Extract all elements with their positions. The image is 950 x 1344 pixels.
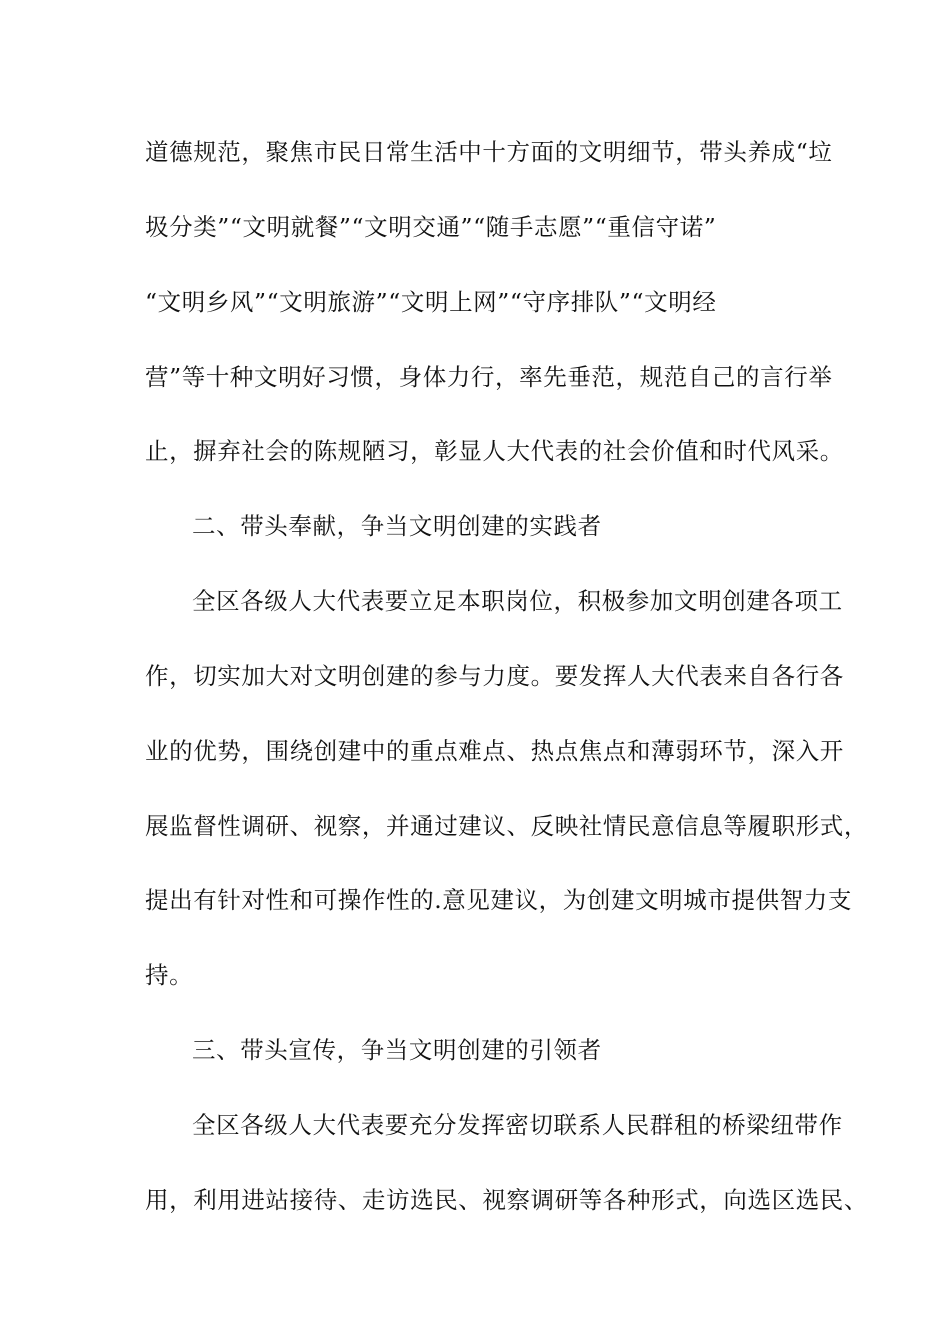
paragraph-line: 作，切实加大对文明创建的参与力度。要发挥人大代表来自各行各: [145, 662, 844, 690]
paragraph-line: 营”等十种文明好习惯，身体力行，率先垂范，规范自己的言行举: [145, 363, 833, 391]
paragraph-line: “文明乡风”“文明旅游”“文明上网”“守序排队”“文明经: [145, 288, 717, 316]
paragraph-line: 止，摒弃社会的陈规陋习，彰显人大代表的社会价值和时代风采。: [145, 437, 844, 465]
paragraph-line: 持。: [145, 961, 194, 989]
paragraph-line: 业的优势，围绕创建中的重点难点、热点焦点和薄弱环节，深入开: [145, 737, 844, 765]
paragraph-line: 用，利用进站接待、走访选民、视察调研等各种形式，向选区选民、: [145, 1186, 868, 1214]
paragraph-line: 全区各级人大代表要充分发挥密切联系人民群租的桥梁纽带作: [192, 1111, 843, 1139]
paragraph-line: 全区各级人大代表要立足本职岗位，积极参加文明创建各项工: [192, 587, 843, 615]
section-heading: 二、带头奉献，争当文明创建的实践者: [192, 512, 602, 540]
paragraph-line: 提出有针对性和可操作性的.意见建议，为创建文明城市提供智力支: [145, 886, 852, 914]
paragraph-line: 展监督性调研、视察，并通过建议、反映社情民意信息等履职形式，: [145, 812, 868, 840]
section-heading: 三、带头宣传，争当文明创建的引领者: [192, 1036, 602, 1064]
paragraph-line: 道德规范，聚焦市民日常生活中十方面的文明细节，带头养成“垃: [145, 138, 833, 166]
paragraph-line: 圾分类”“文明就餐”“文明交通”“随手志愿”“重信守诺”: [145, 213, 717, 241]
